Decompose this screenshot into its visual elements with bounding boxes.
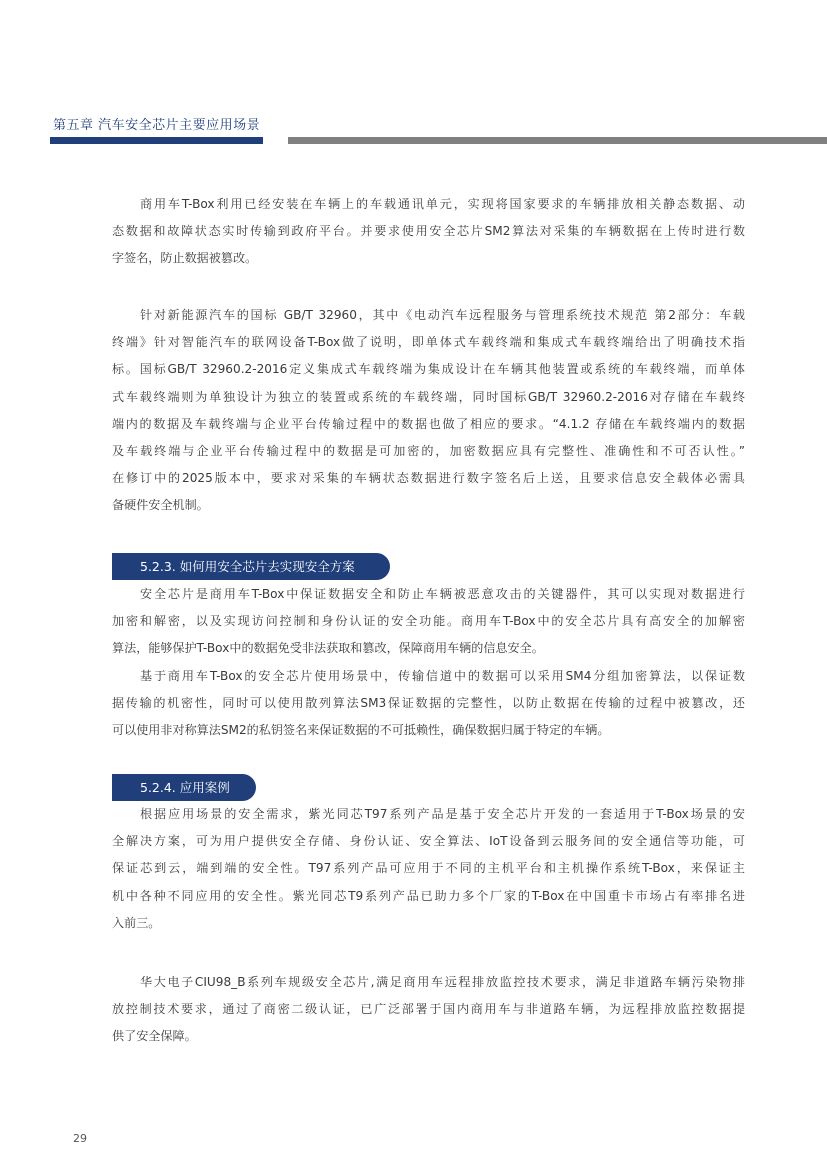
text-line: 全解决方案，可为用户提供安全存储、身份认证、安全算法、IoT设备到云服务间的安全通信等功能，可 bbox=[112, 834, 745, 849]
text-line: 入前三。 bbox=[112, 915, 161, 930]
text-line: 算法，能够保护T-Box中的数据免受非法获取和篡改，保障商用车辆的信息安全。 bbox=[112, 641, 544, 656]
text-line: 端内的数据及车载终端与企业平台传输过程中的数据也做了相应的要求。“4.1.2 存储在车载终端内的数据 bbox=[112, 416, 745, 431]
header-bar-accent bbox=[50, 137, 263, 144]
text-line: 商用车T-Box利用已经安装在车辆上的车载通讯单元，实现将国家要求的车辆排放相关静态数据、动 bbox=[140, 197, 745, 211]
text-line: 华大电子CIU98_B系列车规级安全芯片,满足商用车远程排放监控技术要求，满足非道路车辆污染物排 bbox=[140, 975, 745, 989]
text-line: 备硬件安全机制。 bbox=[112, 498, 209, 513]
text-line: 字签名，防止数据被篡改。 bbox=[112, 251, 258, 266]
text-line: 态数据和故障状态实时传输到政府平台。并要求使用安全芯片SM2算法对采集的车辆数据在上传时进行数 bbox=[112, 224, 745, 239]
header-bar-divider bbox=[288, 137, 827, 144]
text-line: 及车载终端与企业平台传输过程中的数据是可加密的，加密数据应具有完整性、准确性和不可否认性。” bbox=[112, 444, 745, 459]
page-number: 29 bbox=[73, 1132, 87, 1145]
paragraph-security-chip bbox=[112, 581, 745, 663]
text-line: 针对新能源汽车的国标 GB/T 32960，其中《电动汽车远程服务与管理系统技术规范 第2部分：车载 bbox=[140, 308, 745, 322]
text-line: 在修订中的2025版本中，要求对采集的车辆状态数据进行数字签名后上送，且要求信息安全载体必需具 bbox=[112, 471, 745, 486]
text-line: 基于商用车T-Box的安全芯片使用场景中，传输信道中的数据可以采用SM4分组加密算法，以保证数 bbox=[140, 669, 745, 683]
text-line: 终端》针对智能汽车的联网设备T-Box做了说明，即单体式车载终端和集成式车载终端给出了明确技术指 bbox=[112, 335, 745, 350]
paragraph-sm-algorithms bbox=[112, 663, 745, 745]
chapter-title: 第五章 汽车安全芯片主要应用场景 bbox=[53, 118, 261, 133]
text-line: 据传输的机密性，同时可以使用散列算法SM3保证数据的完整性，以防止数据在传输的过程中被篡改，还 bbox=[112, 696, 745, 711]
text-line: 标。国标GB/T 32960.2-2016定义集成式车载终端为集成设计在车辆其他装置或系统的车载终端，而单体 bbox=[112, 362, 745, 377]
text-line: 机中各种不同应用的安全性。紫光同芯T9系列产品已助力多个厂家的T-Box在中国重卡市场占有率排名进 bbox=[112, 888, 745, 903]
section-heading-5-2-3: 5.2.3. 如何用安全芯片去实现安全方案 bbox=[112, 553, 390, 580]
text-line: 保证芯到云，端到端的安全性。T97系列产品可应用于不同的主机平台和主机操作系统T-Box，来保证主 bbox=[112, 861, 745, 876]
text-line: 根据应用场景的安全需求，紫光同芯T97系列产品是基于安全芯片开发的一套适用于T-Box场景的安 bbox=[140, 807, 745, 821]
paragraph-gb-standard bbox=[112, 302, 745, 520]
text-line: 可以使用非对称算法SM2的私钥签名来保证数据的不可抵赖性，确保数据归属于特定的车辆。 bbox=[112, 723, 610, 738]
paragraph-unisoc-t97 bbox=[112, 801, 745, 937]
text-line: 供了安全保障。 bbox=[112, 1029, 197, 1044]
paragraph-huada-ciu98 bbox=[112, 969, 745, 1051]
paragraph-tbox-emission bbox=[112, 191, 745, 273]
section-heading-5-2-4: 5.2.4. 应用案例 bbox=[112, 774, 256, 801]
text-line: 加密和解密，以及实现访问控制和身份认证的安全功能。商用车T-Box中的安全芯片具有高安全的加解密 bbox=[112, 614, 745, 629]
text-line: 式车载终端则为单独设计为独立的装置或系统的车载终端，同时国标GB/T 32960.2-2016对存储在车载终 bbox=[112, 389, 745, 404]
text-line: 放控制技术要求，通过了商密二级认证，已广泛部署于国内商用车与非道路车辆，为远程排放监控数据提 bbox=[112, 1002, 745, 1017]
text-line: 安全芯片是商用车T-Box中保证数据安全和防止车辆被恶意攻击的关键器件，其可以实现对数据进行 bbox=[140, 587, 745, 601]
